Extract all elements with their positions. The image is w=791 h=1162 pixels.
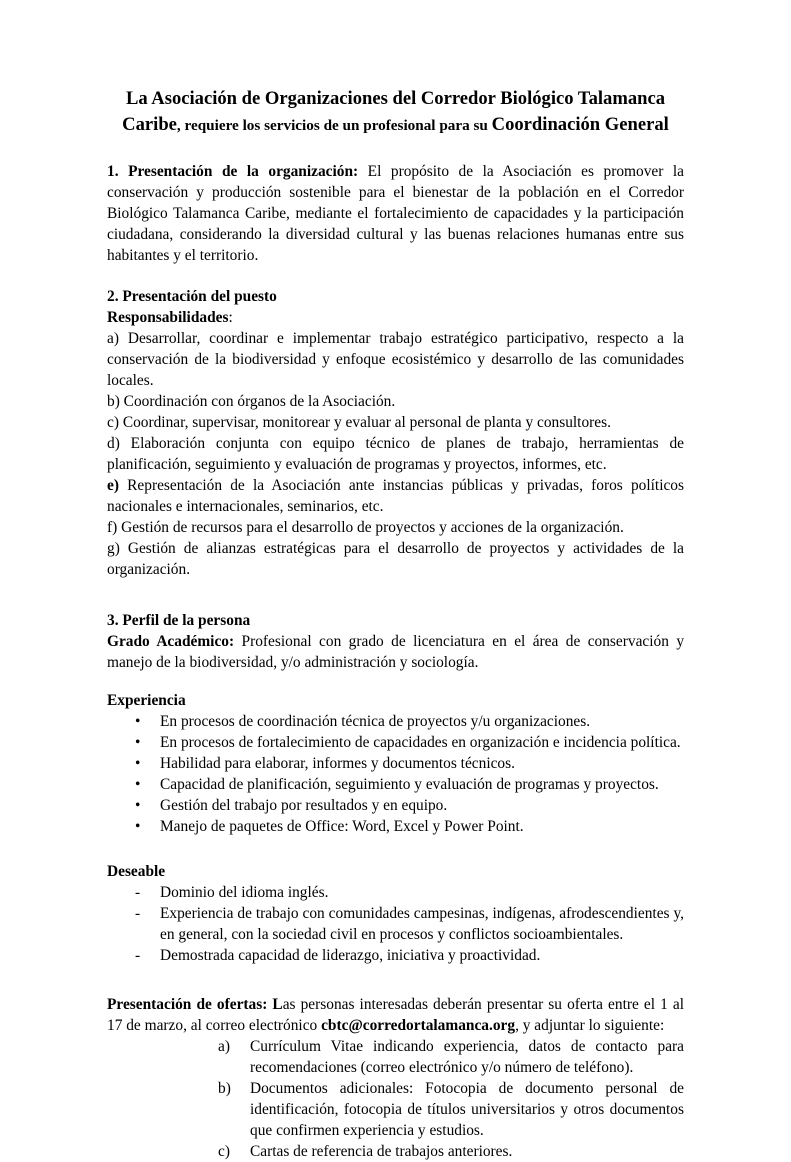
- experience-list: [107, 711, 684, 837]
- experience-item: • Gestión del trabajo por resultados y en equipo.: [135, 797, 448, 814]
- attachment-item-a: a) Currículum Vitae indicando experiencia, datos de contacto para recomendaciones (correo electrónico y/o número de teléfono).: [218, 1038, 684, 1076]
- responsibility-item-d: d) Elaboración conjunta con equipo técnico de planes de trabajo, herramientas de planificación, seguimiento y evaluación de programas y proyectos, informes, etc.: [107, 435, 684, 473]
- attachment-item-b: b) Documentos adicionales: Fotocopia de documento personal de identificación, fotocopia de títulos universitarios y otros documentos que confirmen experiencia y estudios.: [218, 1080, 684, 1139]
- document-title: [107, 86, 684, 139]
- experience-item: • En procesos de fortalecimiento de capacidades en organización e incidencia política.: [135, 734, 681, 751]
- title-connector-text: , requiere los servicios de un profesional para su: [176, 117, 492, 134]
- offers-text-2: , y adjuntar lo siguiente:: [515, 1017, 665, 1034]
- bullet-icon: •: [135, 734, 141, 751]
- desirable-heading: Deseable: [107, 863, 166, 880]
- dash-icon: -: [135, 884, 141, 901]
- responsibility-item-e: e) Representación de la Asociación ante instancias públicas y privadas, foros políticos nacionales e internacionales, seminarios, etc.: [107, 477, 684, 515]
- offers-email: cbtc@corredortalamanca.org: [321, 1017, 516, 1034]
- title-org-name: La Asociación de Organizaciones del Corredor Biológico Talamanca Caribe: [122, 88, 666, 135]
- desirable-item: - Dominio del idioma inglés.: [135, 884, 329, 901]
- academic-degree-label: Grado Académico:: [107, 633, 235, 650]
- offers-heading: Presentación de ofertas: L: [107, 996, 283, 1013]
- experience-item: • En procesos de coordinación técnica de proyectos y/u organizaciones.: [135, 713, 591, 730]
- bullet-icon: •: [135, 755, 141, 772]
- academic-degree-text: Profesional con grado de licenciatura en el área de conservación y manejo de la biodiversidad, y/o administración y sociología.: [107, 633, 685, 671]
- responsibility-item-b: b) Coordinación con órganos de la Asociación.: [107, 393, 396, 410]
- section1-body: El propósito de la Asociación es promover la conservación y producción sostenible para el bienestar de la población en el Corredor Biológico Talamanca Caribe, mediante el fortalecimiento de capacidades y la participación ciudadana, considerando la diversidad cultural y las buenas relaciones humanas entre sus habitantes y el territorio.: [107, 163, 684, 264]
- section3-heading: 3. Perfil de la persona: [107, 612, 251, 629]
- offers-paragraph: [107, 994, 684, 1036]
- offers-text-1: as personas interesadas deberán presentar su oferta entre el 1 al 17 de marzo, al correo electrónico: [107, 996, 684, 1034]
- offers-attachments-list: [107, 1036, 684, 1162]
- bullet-icon: •: [135, 713, 141, 730]
- responsibility-item-f: f) Gestión de recursos para el desarrollo de proyectos y acciones de la organización.: [107, 519, 624, 536]
- responsibility-item-g: g) Gestión de alianzas estratégicas para el desarrollo de proyectos y actividades de la organización.: [107, 540, 684, 578]
- title-position-name: Coordinación General: [491, 114, 669, 135]
- dash-icon: -: [135, 905, 141, 922]
- desirable-item: - Demostrada capacidad de liderazgo, iniciativa y proactividad.: [135, 947, 541, 964]
- section1-heading: 1. Presentación de la organización:: [107, 163, 359, 180]
- section2-heading: 2. Presentación del puesto: [107, 288, 277, 305]
- experience-item: • Habilidad para elaborar, informes y documentos técnicos.: [135, 755, 515, 772]
- experience-heading: Experiencia: [107, 692, 186, 709]
- experience-item: • Manejo de paquetes de Office: Word, Excel y Power Point.: [135, 818, 524, 835]
- bullet-icon: •: [135, 776, 141, 793]
- desirable-item: - Experiencia de trabajo con comunidades campesinas, indígenas, afrodescendientes y, en general, con la sociedad civil en procesos y conflictos socioambientales.: [135, 905, 684, 943]
- bullet-icon: •: [135, 818, 141, 835]
- section1-paragraph: [107, 161, 684, 266]
- experience-item: • Capacidad de planificación, seguimiento y evaluación de programas y proyectos.: [135, 776, 659, 793]
- academic-degree-paragraph: [107, 631, 684, 673]
- responsibilities-block: [107, 307, 684, 580]
- dash-icon: -: [135, 947, 141, 964]
- responsibility-item-c: c) Coordinar, supervisar, monitorear y evaluar al personal de planta y consultores.: [107, 414, 611, 431]
- bullet-icon: •: [135, 797, 141, 814]
- attachment-item-c: c) Cartas de referencia de trabajos anteriores.: [218, 1143, 513, 1160]
- responsibility-item-a: a) Desarrollar, coordinar e implementar trabajo estratégico participativo, respecto a la conservación de la biodiversidad y enfoque ecosistémico y desarrollo de las comunidades locales.: [107, 330, 684, 389]
- desirable-list: [107, 882, 684, 966]
- responsibilities-label: Responsabilidades:: [107, 309, 233, 326]
